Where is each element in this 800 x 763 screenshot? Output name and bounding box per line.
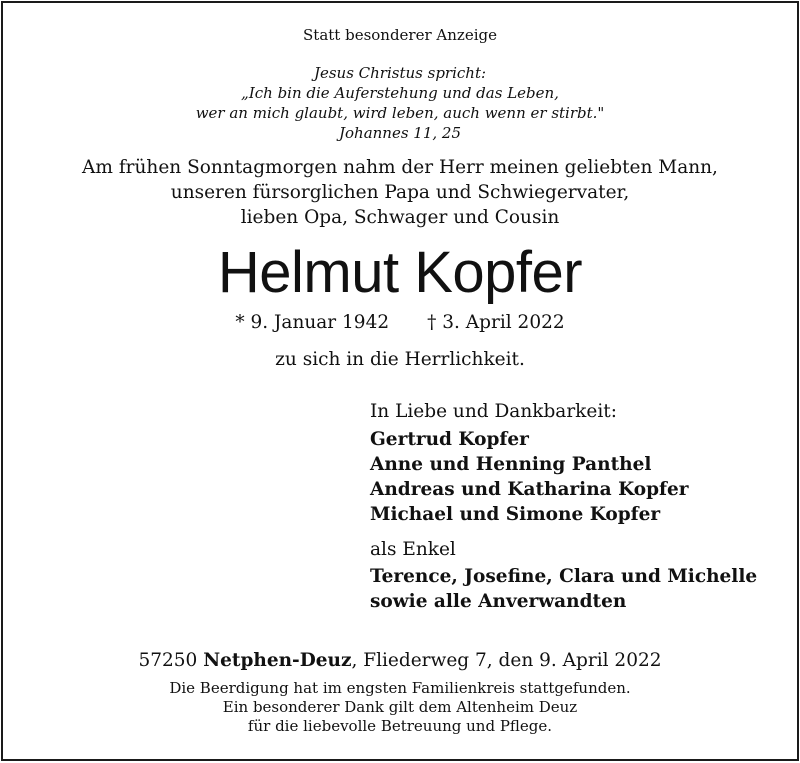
mourner-name: Gertrud Kopfer — [370, 429, 529, 450]
intro-line-2: unseren fürsorglichen Papa und Schwiegervater, — [170, 182, 630, 203]
footer-line-3: für die liebevolle Betreuung und Pflege. — [247, 717, 553, 735]
verse-line-2: „Ich bin die Auferstehung und das Leben, — [241, 84, 559, 102]
intro-line-3: lieben Opa, Schwager und Cousin — [240, 207, 560, 228]
relatives-line: sowie alle Anverwandten — [370, 591, 627, 612]
verse-line-1: Jesus Christus spricht: — [313, 64, 487, 82]
mourners-block — [370, 397, 757, 614]
verse-reference: Johannes 11, 25 — [338, 124, 462, 142]
intro-text — [3, 155, 797, 230]
life-dates — [3, 309, 797, 337]
grandchildren-names: Terence, Josefine, Clara und Michelle — [370, 566, 758, 587]
birth-date: * 9. Januar 1942 — [235, 312, 390, 333]
mourners-label: In Liebe und Dankbarkeit: — [370, 401, 617, 422]
place-name: Netphen-Deuz — [203, 650, 352, 671]
deceased-name: Helmut Kopfer — [217, 240, 583, 305]
footer-note — [3, 679, 797, 736]
postcode: 57250 — [138, 650, 198, 671]
address-line — [3, 647, 797, 675]
intro-line-1: Am frühen Sonntagmorgen nahm der Herr meinen geliebten Mann, — [82, 157, 718, 178]
obituary-notice — [1, 1, 799, 761]
verse-line-3: wer an mich glaubt, wird leben, auch wenn er stirbt." — [195, 104, 605, 122]
address-rest: , Fliederweg 7, den 9. April 2022 — [351, 650, 662, 671]
header-note-text: Statt besonderer Anzeige — [303, 26, 497, 44]
mourner-name: Anne und Henning Panthel — [370, 454, 652, 475]
header-note — [3, 25, 797, 45]
grandchildren-label: als Enkel — [370, 539, 456, 560]
footer-line-1: Die Beerdigung hat im engsten Familienkreis stattgefunden. — [169, 679, 631, 697]
mourner-name: Andreas und Katharina Kopfer — [370, 479, 689, 500]
death-date: † 3. April 2022 — [427, 312, 565, 333]
mourners-spacer — [370, 527, 757, 535]
bible-verse — [3, 63, 797, 143]
footer-line-2: Ein besonderer Dank gilt dem Altenheim Deuz — [222, 698, 578, 716]
closing-text: zu sich in die Herrlichkeit. — [275, 349, 525, 370]
mourner-name: Michael und Simone Kopfer — [370, 504, 661, 525]
